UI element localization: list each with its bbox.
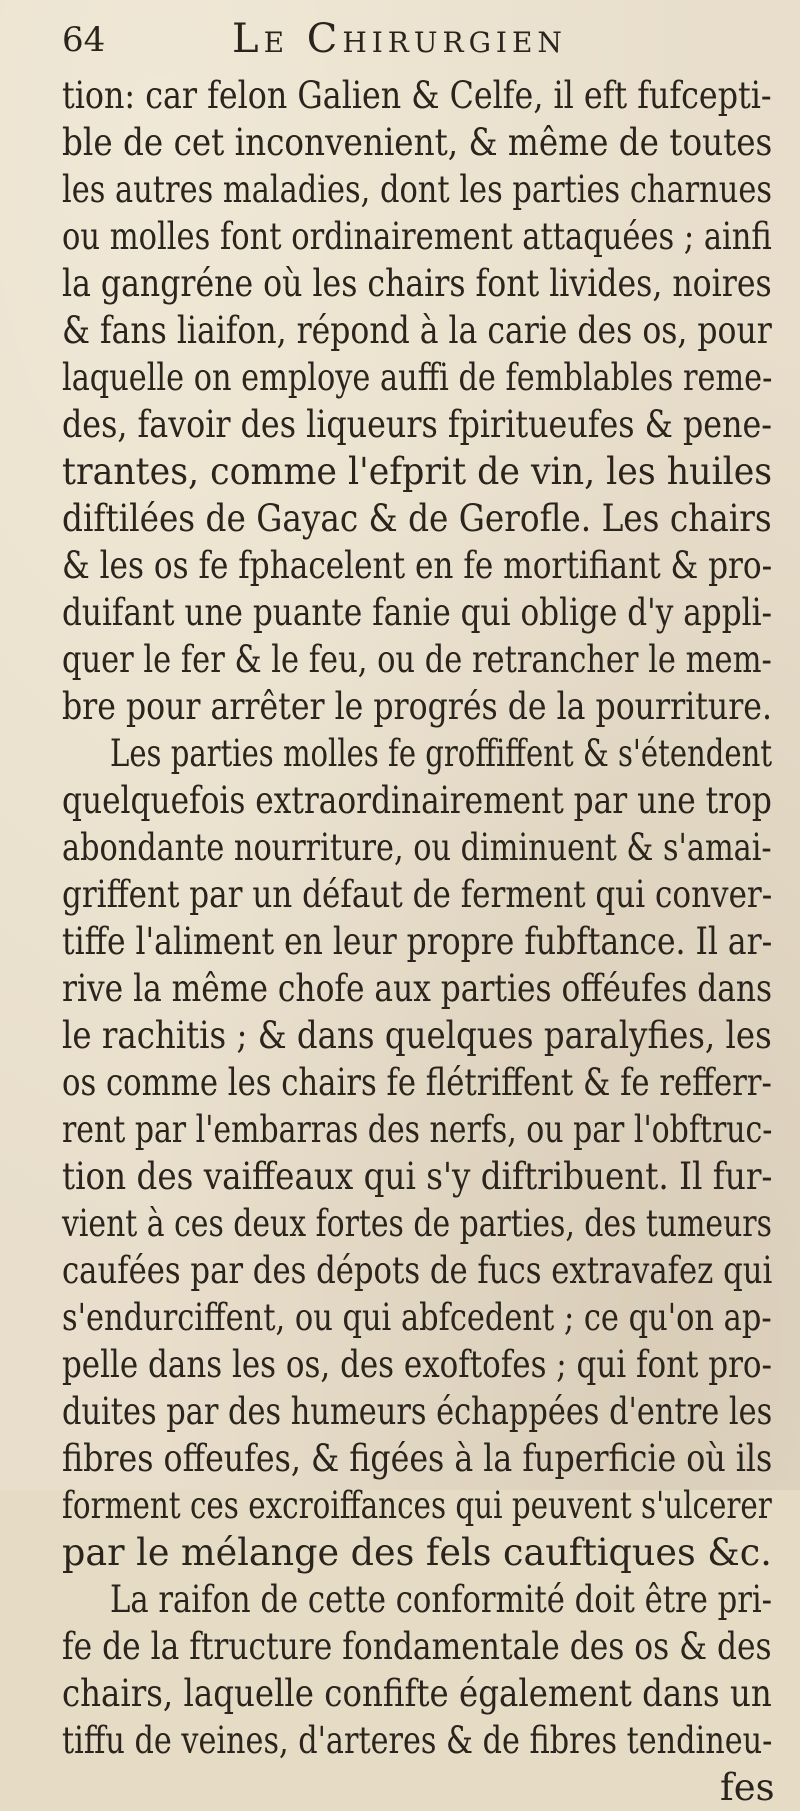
text-line: la gangréne où les chairs font livides, noires: [62, 262, 772, 305]
text-line: forment ces excroiffances qui peuvent s'ulcerer: [62, 1484, 772, 1527]
text-line: abondante nourriture, ou diminuent & s'amai-: [62, 826, 772, 869]
text-line: s'endurciffent, ou qui abfcedent ; ce qu'on ap-: [62, 1296, 772, 1339]
text-line: tiffe l'aliment en leur propre fubftance. Il ar-: [62, 920, 773, 963]
text-line: vient à ces deux fortes de parties, des tumeurs: [62, 1202, 772, 1245]
text-line: le rachitis ; & dans quelques paralyfies, les: [62, 1014, 772, 1057]
text-line: ou molles font ordinairement attaquées ; ainfi: [62, 215, 772, 258]
text-line: Les parties molles fe groffiffent & s'étendent: [110, 732, 773, 775]
text-line: duites par des humeurs échappées d'entre les: [62, 1390, 773, 1433]
text-line: La raifon de cette conformité doit être pri-: [110, 1578, 773, 1621]
text-line: rent par l'embarras des nerfs, ou par l'obftruc-: [62, 1108, 773, 1151]
text-line: diftilées de Gayac & de Gerofle. Les chairs: [62, 497, 772, 540]
page-header: [62, 16, 782, 68]
text-line: ble de cet inconvenient, & même de toutes: [62, 121, 773, 164]
text-line: laquelle on employe auffi de femblables reme-: [62, 356, 773, 399]
text-line: griffent par un défaut de ferment qui conver-: [62, 873, 773, 916]
running-title: Le Chirurgien: [232, 16, 567, 62]
text-line: les autres maladies, dont les parties charnues: [62, 168, 773, 211]
text-line: duifant une puante fanie qui oblige d'y appli-: [62, 591, 773, 634]
text-line: & fans liaifon, répond à la carie des os, pour: [62, 309, 772, 352]
text-line: tion des vaiffeaux qui s'y diftribuent. Il fur-: [62, 1155, 773, 1198]
text-line: pelle dans les os, des exoftofes ; qui font pro-: [62, 1343, 772, 1386]
text-line: rive la même chofe aux parties offéufes dans: [62, 967, 773, 1010]
text-line: fe de la ftructure fondamentale des os & des: [62, 1625, 772, 1668]
page-number: 64: [62, 20, 106, 60]
text-line: quer le fer & le feu, ou de retrancher le mem-: [62, 638, 772, 681]
text-line: par le mélange des fels cauftiques &c.: [62, 1531, 772, 1574]
text-line: chairs, laquelle confifte également dans un: [62, 1672, 772, 1715]
text-line: fibres offeufes, & figées à la fuperficie où ils: [62, 1437, 773, 1480]
text-line: bre pour arrêter le progrés de la pourriture.: [62, 685, 772, 728]
text-line: & les os fe fphacelent en fe mortifiant & pro-: [62, 544, 773, 587]
text-line: tion: car felon Galien & Celfe, il eft fufcepti-: [62, 74, 772, 117]
text-line: trantes, comme l'efprit de vin, les huiles: [62, 450, 773, 493]
text-line: tiffu de veines, d'arteres & de fibres tendineu-: [62, 1719, 773, 1762]
catchword: fes: [720, 1766, 775, 1809]
text-line: caufées par des dépots de fucs extravafez qui: [62, 1249, 773, 1292]
text-line: quelquefois extraordinairement par une trop: [62, 779, 772, 822]
text-line: os comme les chairs fe flétriffent & fe refferr-: [62, 1061, 772, 1104]
text-line: des, favoir des liqueurs fpiritueufes & pene-: [62, 403, 772, 446]
